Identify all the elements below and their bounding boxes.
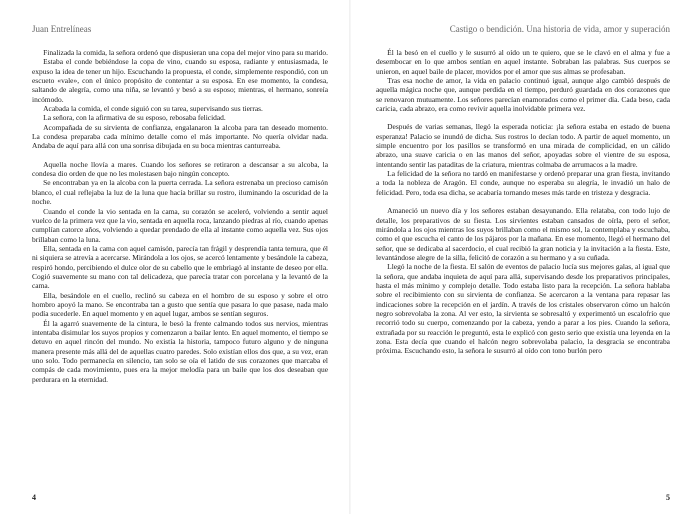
right-page-number: 5 <box>666 493 670 502</box>
paragraph: La felicidad de la señora no tardó en manifestarse y ordenó preparar una gran fiesta, invitando a toda la nobleza de Aragón. El conde, aunque no esperaba su alegría, le invadió un halo de felicidad. Pero, toda esa dicha, se acabaría tornando meses más tarde en tristeza y desgracia. <box>376 169 670 197</box>
paragraph: Él la besó en el cuello y le susurró al oído un te quiero, que se le clavó en el alma y fue a desembocar en lo que ambos sentían en aquel instante. Sobraban las palabras. Sus cuerpos se unieron, en aquel baile de placer, movidos por el amor que sus almas se profesaban. <box>376 48 670 76</box>
paragraph: Amaneció un nuevo día y los señores estaban desayunando. Ella relataba, con todo lujo de detalle, los preparativos de su fiesta. Los sirvientes estaban cansados de oírla, pero el señor, mirándola a los ojos mientras los suyos brillaban como el mismo sol, la contemplaba y escuchaba, como el que escucha el canto de los pájaros por la mañana. En ese momento, llegó el hermano del señor, que se dedicaba al sacerdocio, el cual recibió la gran noticia y la invitación a la fiesta. Este, levantándose alegre de la silla, felicitó de corazón a su hermano y a su cuñada. <box>376 206 670 262</box>
paragraph: Ella, sentada en la cama con aquel camisón, parecía tan frágil y desprendía tanta ternura, que él ni siquiera se atrevía a acercarse. Mirándola a los ojos, se acercó lentamente y besándole la cabeza, respiró hondo, percibiendo el dulce olor de su cabello que le embriagó al instante de deseo por ella. Cogió suavemente su mano con tal delicadeza, que parecía tratar con porcelana y la levantó de la cama. <box>32 243 328 291</box>
paragraph: Él la agarró suavemente de la cintura, le besó la frente calmando todos sus nervios, mientras intentaba disimular los suyos propios y comenzaron a bailar lento. En aquel momento, el tiempo se detuvo en aquel rincón del mundo. No existía la historia, tampoco futuro alguno y de ninguna manera presente más allá del de aquellas cuatro paredes. Solo existían ellos dos que, a su vez, eran uno solo. Todo permanecía en silencio, tan solo se oía el latido de sus corazones que marcaba el compás de cada movimiento, pues era la mejor melodía para un baile que los dos deseaban que perdurara en la eternidad. <box>32 318 328 384</box>
right-running-head: Castigo o bendición. Una historia de vida, amor y superación <box>449 24 670 34</box>
left-running-head: Juan Entrelíneas <box>32 24 92 34</box>
right-page <box>350 0 700 514</box>
right-page-body <box>376 48 670 356</box>
paragraph: Tras esa noche de amor, la vida en palacio continuó igual, aunque algo cambió después de aquella mágica noche que, aunque perdida en el tiempo, perduró guardada en dos corazones que se renovaron mutuamente. Los señores parecían enamorados como el primer día. Cada beso, cada caricia, cada abrazo, era como revivir aquella inolvidable primera vez. <box>376 76 670 114</box>
paragraph: Estaba el conde bebiéndose la copa de vino, cuando su esposa, radiante y entusiasmada, le expuso la idea de tener un hijo. Escuchando la propuesta, el conde, simplemente respondió, con un escueto «vale», con el único propósito de contentar a su esposa. En ese momento, la condesa, saltando de alegría, como una niña, se levantó y besó a su esposo; mientras, el hermano, sonreía incómodo. <box>32 57 328 104</box>
left-page-body <box>32 48 328 384</box>
left-page-number: 4 <box>32 493 36 502</box>
paragraph: Llegó la noche de la fiesta. El salón de eventos de palacio lucía sus mejores galas, al igual que la señora, que andaba inquieta de aquí para allá, supervisando desde los preparativos principales, hasta el más mínimo y complejo detalle. Todo estaba listo para la recepción. La señora hablaba sobre el recibimiento con su sirvienta de confianza. Se acercaron a la ventana para repasar las indicaciones sobre la recepción en el jardín. A través de los cristales observaron cómo un halcón negro sobrevolaba la zona. Al ver esto, la sirvienta se sobresaltó y experimentó un escalofrío que recorrió todo su cuerpo, comenzando por la cabeza, yendo a parar a los pies. Cuando la señora, extrañada por su reacción le preguntó, esta le explicó con gesto serio que existía una leyenda en la zona. Esta decía que cuando el halcón negro sobrevolaba palacio, la desgracia se encontraba próxima. Escuchando esto, la señora le susurró al oído con tono burlón pero <box>376 262 670 356</box>
paragraph: Ella, besándole en el cuello, reclinó su cabeza en el hombro de su esposo y sobre el otro hombro apoyó la mano. Se encontraba tan a gusto que sentía que pasara lo que pasase, nada malo podía sucederle. En aquel momento y en aquel lugar, ambos se sentían seguros. <box>32 290 328 319</box>
paragraph: La señora, con la afirmativa de su esposo, rebosaba felicidad. <box>43 113 226 123</box>
paragraph: Aquella noche llovía a mares. Cuando los señores se retiraron a descansar a su alcoba, la condesa dio orden de que no les molestasen bajo ningún concepto. <box>32 159 328 179</box>
paragraph: Finalizada la comida, la señora ordenó que dispusieran una copa del mejor vino para su marido. <box>43 48 328 57</box>
paragraph: Después de varias semanas, llegó la esperada noticia: ¡la señora estaba en estado de buena esperanza! Palacio se inundó de dicha. Sus rostros lo decían todo. A partir de aquel momento, un simple encuentro por los pasillos se transformó en una mirada de complicidad, en un cálido abrazo, una suave caricia o en las manos del señor, apoyadas sobre el vientre de su esposa, intentando sentir las pataditas de la criatura, mientras colmaba de arrumacos a la madre. <box>376 122 670 169</box>
paragraph: Se encontraban ya en la alcoba con la puerta cerrada. La señora estrenaba un precioso camisón blanco, el cual reflejaba la luz de la luna que hacía brillar su rostro, iluminando la oscuridad de la noche. <box>32 178 328 207</box>
paragraph: Cuando el conde la vio sentada en la cama, su corazón se aceleró, volviendo a sentir aquel vuelco de la primera vez que la vio, sentada en aquella roca, lanzando piedras al río, cuando apenas cumplían catorce años, volviendo a quedar prendado de ella al instante como aquella vez. Sus ojos brillaban como la luna. <box>32 206 328 244</box>
paragraph: Acabada la comida, el conde siguió con su tarea, supervisando sus tierras. <box>43 104 263 114</box>
paragraph: Acompañada de su sirvienta de confianza, engalanaron la alcoba para tan deseado momento. La condesa preparaba cada mínimo detalle como el más importante. No quería olvidar nada. Andaba de aquí para allá con una sonrisa dibujada en su boca mientras canturreaba. <box>32 122 328 151</box>
